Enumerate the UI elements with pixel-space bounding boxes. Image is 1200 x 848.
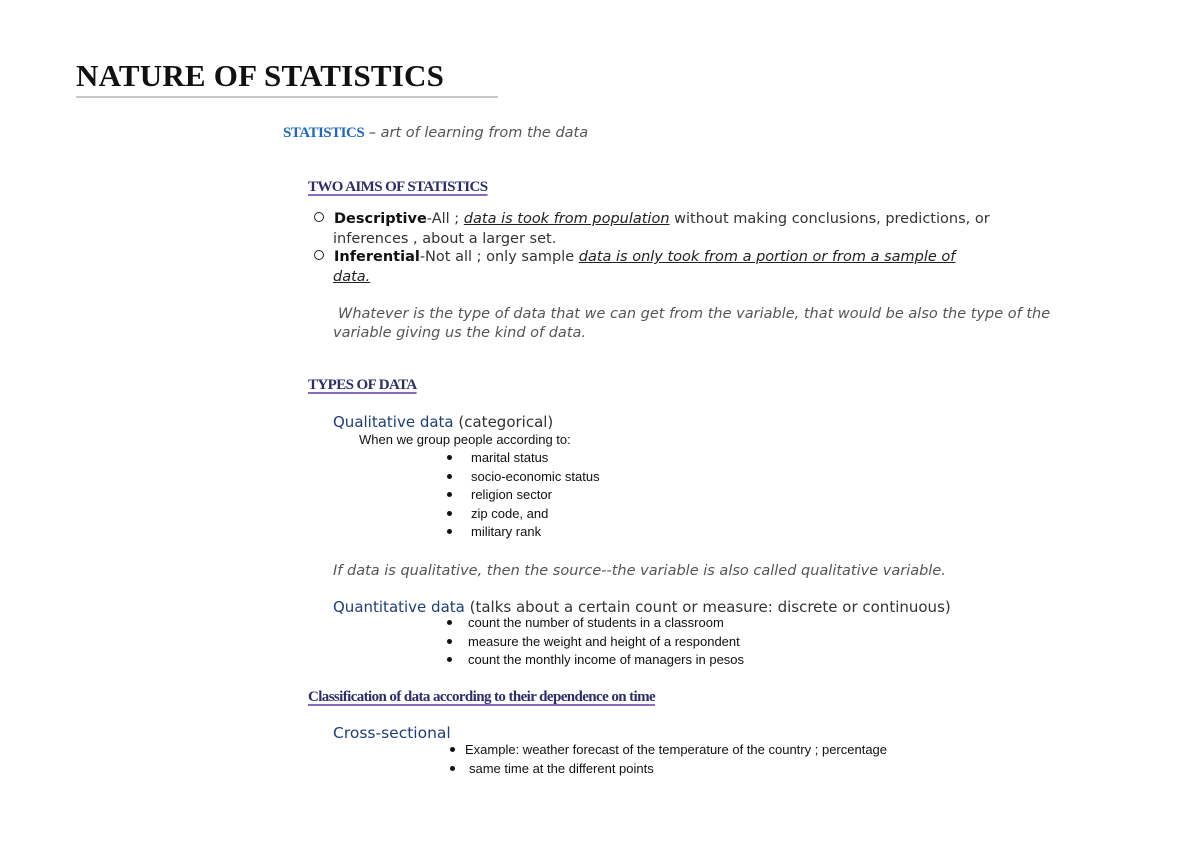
definition-text: art of learning from the data — [380, 125, 589, 141]
quantitative-label: Quantitative data — [333, 598, 465, 616]
bullet-icon — [447, 492, 452, 497]
list-item: zip code, and — [447, 506, 548, 521]
aim-sep: -All ; — [426, 211, 464, 227]
bullet-icon — [450, 747, 455, 752]
qualitative-label: Qualitative data — [333, 413, 454, 431]
bullet-icon — [447, 511, 452, 516]
aim-continuation: data. — [333, 269, 371, 285]
aim-label: Inferential — [334, 249, 420, 265]
bullet-icon — [447, 455, 452, 460]
page-title: NATURE OF STATISTICS — [76, 58, 445, 93]
aim-sep: -Not all ; only sample — [419, 249, 579, 265]
list-item: Example: weather forecast of the temperature of the country ; percentage — [450, 742, 887, 757]
section-heading-aims: TWO AIMS OF STATISTICS — [308, 179, 488, 195]
aim-label: Descriptive — [334, 211, 427, 227]
definition-term: STATISTICS — [283, 125, 365, 141]
list-item: marital status — [447, 450, 548, 465]
qualitative-paren: (categorical) — [453, 413, 554, 431]
bullet-icon — [447, 474, 452, 479]
list-item: socio-economic status — [447, 469, 600, 484]
bullet-icon — [447, 657, 452, 662]
bullet-icon — [447, 639, 452, 644]
list-item: measure the weight and height of a respondent — [447, 634, 740, 649]
bullet-icon — [450, 766, 455, 771]
list-item: count the monthly income of managers in pesos — [447, 652, 744, 667]
quantitative-paren: (talks about a certain count or measure: discrete or continuous) — [464, 598, 951, 616]
aim-item-inferential — [314, 248, 955, 267]
qualitative-intro: When we group people according to: — [359, 432, 571, 447]
hollow-bullet-icon — [314, 250, 324, 260]
variable-note: Whatever is the type of data that we can get from the variable, that would be also the type of the variable giving us the kind of data. — [333, 306, 1051, 341]
aim-underlined: data is only took from a portion or from a sample of — [578, 249, 956, 265]
aim-rest: without making conclusions, predictions, or — [669, 211, 990, 227]
definition-dash: – — [364, 125, 381, 141]
cross-sectional-heading: Cross-sectional — [333, 724, 451, 742]
bullet-icon — [447, 620, 452, 625]
list-item: same time at the different points — [450, 761, 654, 776]
section-heading-classification: Classification of data according to their dependence on time — [308, 689, 656, 705]
aim-item-descriptive — [314, 210, 990, 229]
qualitative-heading — [333, 413, 553, 431]
section-heading-types: TYPES OF DATA — [308, 377, 417, 393]
qualitative-note: If data is qualitative, then the source--the variable is also called qualitative variable. — [333, 563, 946, 579]
hollow-bullet-icon — [314, 212, 324, 222]
title-underline — [76, 96, 498, 98]
bullet-icon — [447, 529, 452, 534]
aim-continuation: inferences , about a larger set. — [333, 231, 557, 247]
aim-underlined: data is took from population — [463, 211, 670, 227]
statistics-definition — [283, 125, 588, 142]
list-item: religion sector — [447, 487, 552, 502]
quantitative-heading — [333, 598, 951, 616]
list-item: military rank — [447, 524, 541, 539]
list-item: count the number of students in a classroom — [447, 615, 724, 630]
